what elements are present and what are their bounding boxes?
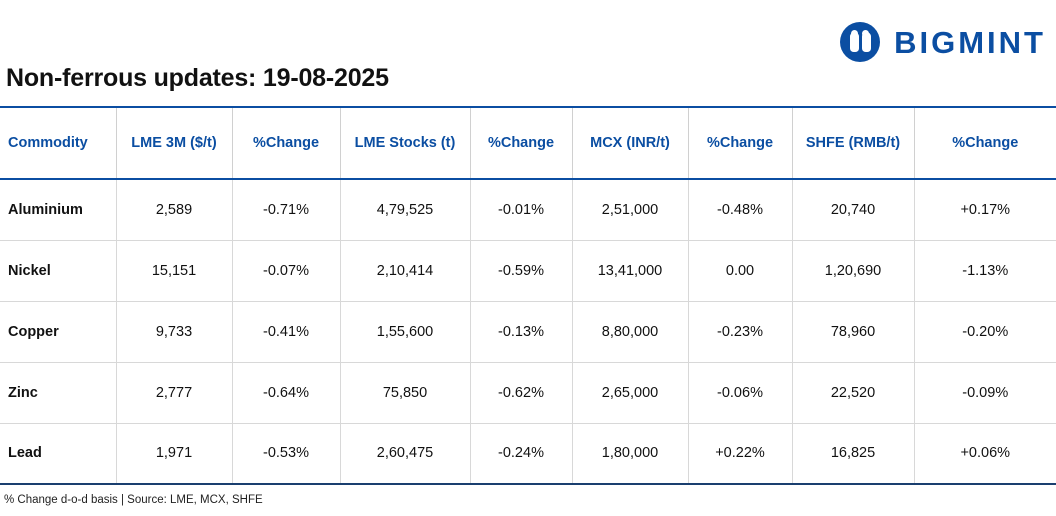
non-ferrous-table (0, 106, 1056, 485)
cell-lme-3m: 2,589 (116, 179, 232, 240)
cell-shfe-change: +0.06% (914, 423, 1056, 484)
cell-mcx: 8,80,000 (572, 301, 688, 362)
cell-lme-3m: 9,733 (116, 301, 232, 362)
cell-mcx-change: -0.23% (688, 301, 792, 362)
non-ferrous-table-container (0, 106, 1056, 485)
cell-lme-stocks: 1,55,600 (340, 301, 470, 362)
cell-lme-3m: 2,777 (116, 362, 232, 423)
cell-lme-3m: 1,971 (116, 423, 232, 484)
footnote: % Change d-o-d basis | Source: LME, MCX, SHFE (4, 494, 263, 506)
cell-lme-3m-change: -0.07% (232, 240, 340, 301)
cell-lme-stocks: 2,60,475 (340, 423, 470, 484)
bigmint-logo-icon (840, 22, 880, 62)
cell-lme-3m-change: -0.41% (232, 301, 340, 362)
cell-shfe: 20,740 (792, 179, 914, 240)
cell-lme-3m-change: -0.64% (232, 362, 340, 423)
cell-shfe: 1,20,690 (792, 240, 914, 301)
column-header-lme-stocks-change: %Change (470, 107, 572, 179)
table-body (0, 179, 1056, 484)
page-title: Non-ferrous updates: 19-08-2025 (6, 64, 389, 92)
column-header-lme-stocks: LME Stocks (t) (340, 107, 470, 179)
column-header-lme-3m: LME 3M ($/t) (116, 107, 232, 179)
cell-shfe-change: +0.17% (914, 179, 1056, 240)
cell-commodity: Aluminium (0, 179, 116, 240)
cell-mcx-change: 0.00 (688, 240, 792, 301)
table-row (0, 301, 1056, 362)
cell-lme-stocks-change: -0.13% (470, 301, 572, 362)
column-header-lme-3m-change: %Change (232, 107, 340, 179)
cell-mcx: 1,80,000 (572, 423, 688, 484)
column-header-shfe-change: %Change (914, 107, 1056, 179)
cell-mcx: 2,65,000 (572, 362, 688, 423)
brand-name: BIGMINT (894, 24, 1046, 60)
cell-commodity: Nickel (0, 240, 116, 301)
cell-shfe: 16,825 (792, 423, 914, 484)
cell-lme-stocks-change: -0.59% (470, 240, 572, 301)
cell-mcx-change: -0.48% (688, 179, 792, 240)
table-row (0, 179, 1056, 240)
cell-lme-stocks: 4,79,525 (340, 179, 470, 240)
cell-lme-stocks-change: -0.01% (470, 179, 572, 240)
cell-shfe-change: -0.09% (914, 362, 1056, 423)
column-header-mcx: MCX (INR/t) (572, 107, 688, 179)
cell-lme-3m: 15,151 (116, 240, 232, 301)
brand-header (840, 22, 1046, 62)
cell-mcx-change: -0.06% (688, 362, 792, 423)
cell-mcx: 2,51,000 (572, 179, 688, 240)
cell-lme-stocks-change: -0.62% (470, 362, 572, 423)
cell-shfe-change: -0.20% (914, 301, 1056, 362)
cell-shfe-change: -1.13% (914, 240, 1056, 301)
table-header (0, 107, 1056, 179)
cell-commodity: Zinc (0, 362, 116, 423)
column-header-shfe: SHFE (RMB/t) (792, 107, 914, 179)
cell-lme-stocks: 75,850 (340, 362, 470, 423)
cell-lme-stocks: 2,10,414 (340, 240, 470, 301)
cell-lme-3m-change: -0.53% (232, 423, 340, 484)
cell-mcx-change: +0.22% (688, 423, 792, 484)
column-header-commodity: Commodity (0, 107, 116, 179)
cell-commodity: Lead (0, 423, 116, 484)
table-row (0, 362, 1056, 423)
cell-lme-stocks-change: -0.24% (470, 423, 572, 484)
cell-lme-3m-change: -0.71% (232, 179, 340, 240)
cell-mcx: 13,41,000 (572, 240, 688, 301)
table-row (0, 423, 1056, 484)
table-header-row (0, 107, 1056, 179)
column-header-mcx-change: %Change (688, 107, 792, 179)
cell-shfe: 78,960 (792, 301, 914, 362)
cell-shfe: 22,520 (792, 362, 914, 423)
cell-commodity: Copper (0, 301, 116, 362)
table-row (0, 240, 1056, 301)
